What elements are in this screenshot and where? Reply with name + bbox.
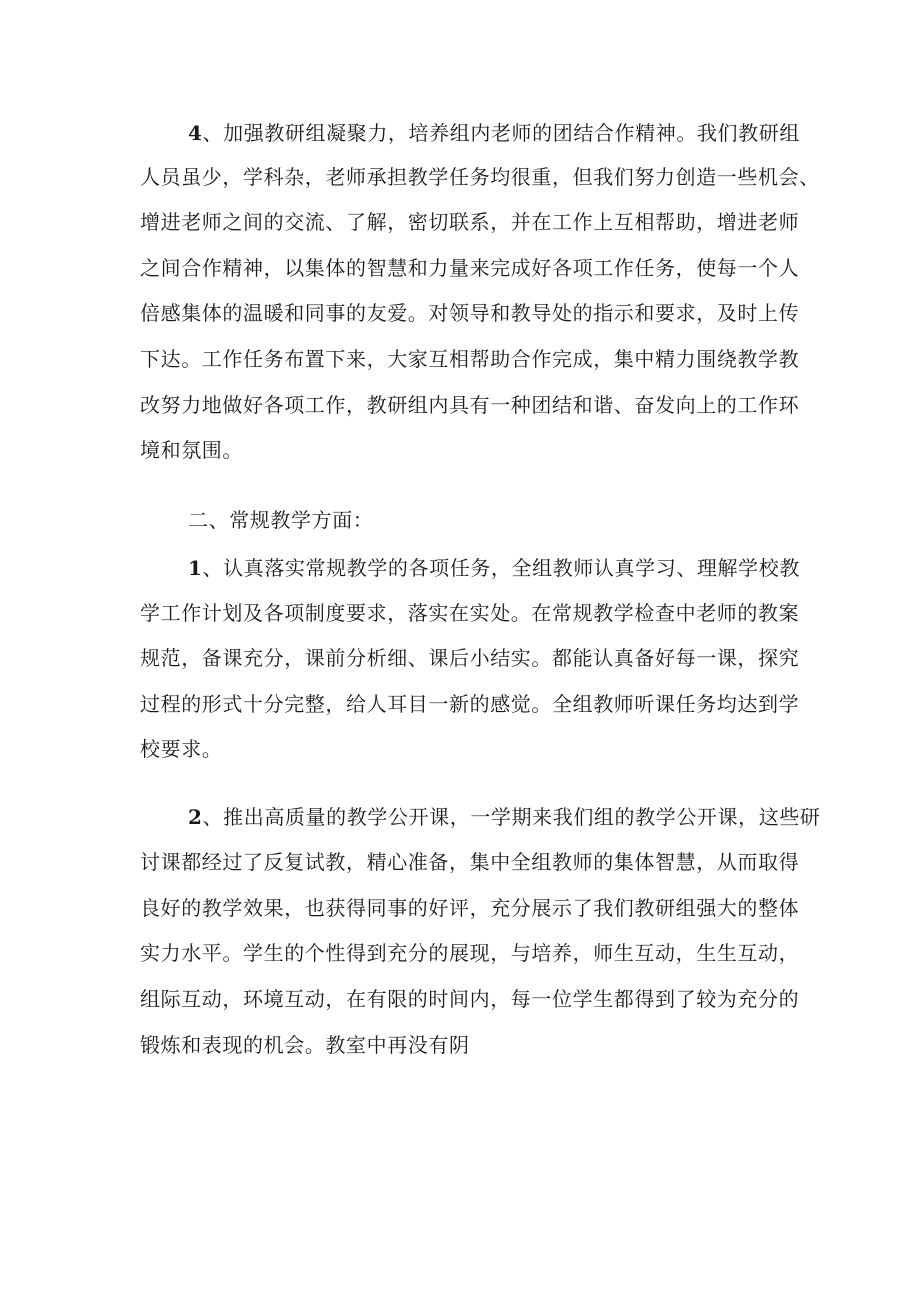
paragraph-1-number: 4 xyxy=(188,121,203,145)
paragraph-2-line-5: 校要求。 xyxy=(140,737,223,761)
paragraph-3-line-1 xyxy=(188,805,821,829)
paragraph-1-line-5: 倍感集体的温暖和同事的友爱。对领导和教导处的指示和要求，及时上传 xyxy=(140,301,800,325)
paragraph-3-line-2: 讨课都经过了反复试教，精心准备，集中全组教师的集体智慧，从而取得 xyxy=(140,850,800,874)
paragraph-2-line-1-text: 、认真落实常规教学的各项任务，全组教师认真学习、理解学校教 xyxy=(202,556,800,580)
paragraph-1-line-7: 改努力地做好各项工作，教研组内具有一种团结和谐、奋发向上的工作环 xyxy=(140,393,800,417)
paragraph-2-line-3: 规范，备课充分，课前分析细、课后小结实。都能认真备好每一课，探究 xyxy=(140,646,800,670)
section-heading: 二、常规教学方面： xyxy=(188,508,374,532)
paragraph-2-line-4: 过程的形式十分完整，给人耳目一新的感觉。全组教师听课任务均达到学 xyxy=(140,692,800,716)
paragraph-2-number: 1 xyxy=(188,556,203,580)
paragraph-1-line-3: 增进老师之间的交流、了解，密切联系，并在工作上互相帮助，增进老师 xyxy=(140,210,800,234)
paragraph-3-line-3: 良好的教学效果，也获得同事的好评，充分展示了我们教研组强大的整体 xyxy=(140,896,800,920)
paragraph-1-line-6: 下达。工作任务布置下来，大家互相帮助合作完成，集中精力围绕教学教 xyxy=(140,347,800,371)
paragraph-1-line-1 xyxy=(188,121,800,145)
paragraph-1-line-1-text: 、加强教研组凝聚力，培养组内老师的团结合作精神。我们教研组 xyxy=(202,121,800,145)
paragraph-3-line-1-text: 、推出高质量的教学公开课，一学期来我们组的教学公开课，这些研 xyxy=(202,805,821,829)
paragraph-3-line-5: 组际互动，环境互动，在有限的时间内，每一位学生都得到了较为充分的 xyxy=(140,987,800,1011)
paragraph-3-line-4: 实力水平。学生的个性得到充分的展现，与培养，师生互动，生生互动， xyxy=(140,941,800,965)
paragraph-1-line-8: 境和氛围。 xyxy=(140,438,243,462)
paragraph-3-number: 2 xyxy=(188,805,203,829)
paragraph-1-line-4: 之间合作精神，以集体的智慧和力量来完成好各项工作任务，使每一个人 xyxy=(140,256,800,280)
paragraph-2-line-1 xyxy=(188,556,800,580)
paragraph-2-line-2: 学工作计划及各项制度要求，落实在实处。在常规教学检查中老师的教案 xyxy=(140,601,800,625)
paragraph-1-line-2: 人员虽少，学科杂，老师承担教学任务均很重，但我们努力创造一些机会、 xyxy=(140,165,820,189)
paragraph-3-line-6: 锻炼和表现的机会。教室中再没有阴 xyxy=(140,1033,470,1057)
